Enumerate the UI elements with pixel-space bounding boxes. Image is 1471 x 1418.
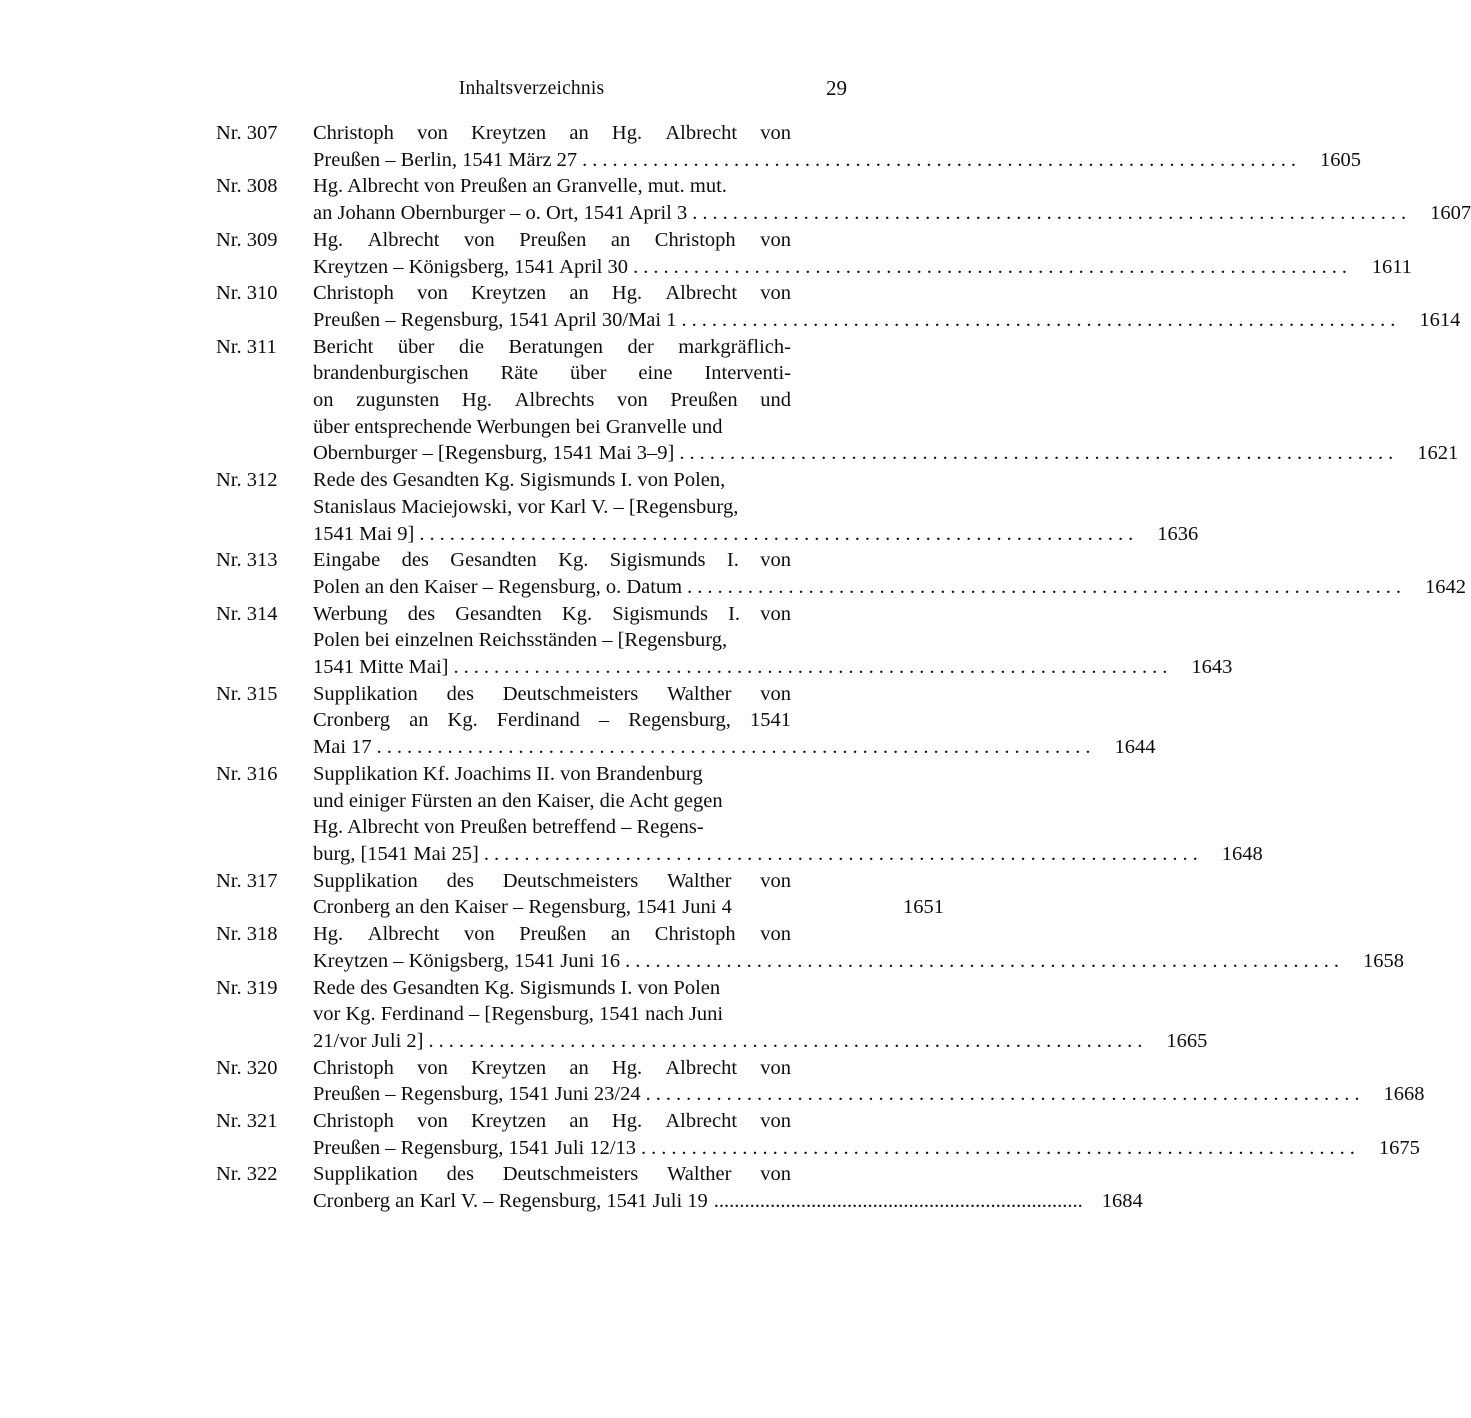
dot-leader [641,1135,1360,1162]
toc-entry-line: Hg. Albrecht von Preußen betreffend – Regens- [313,816,704,839]
toc-entry-final-line [313,948,1404,975]
toc-entry[interactable] [216,681,1156,761]
toc-entry-final-line [313,574,1466,601]
toc-entry-body [313,120,1362,173]
toc-entry-line: Christoph von Kreytzen an Hg. Albrecht von [313,122,791,144]
toc-entry-final-line [313,894,944,921]
toc-entry[interactable] [216,1055,1425,1108]
toc-entry-line: Cronberg an Kg. Ferdinand – Regensburg, 1541 [313,709,791,732]
toc-entry-text: 1541 Mitte Mai] [313,656,449,679]
toc-entry-line: Hg. Albrecht von Preußen an Christoph von [313,923,791,946]
toc-entry-page-number: 1668 [1383,1083,1425,1106]
toc-entry-text: Mai 17 [313,736,372,759]
toc-entry-line: Supplikation des Deutschmeisters Walther von [313,682,791,705]
toc-entry-page-number: 1648 [1221,842,1263,865]
toc-entry-final-line [313,254,1412,281]
toc-entry-text: Cronberg an den Kaiser – Regensburg, 1541 Juni 4 [313,896,732,919]
toc-entry-body [313,761,1263,868]
toc-entry-body [313,173,1471,226]
toc-entry-number: Nr. 319 [216,976,278,999]
toc-entry-final-line [313,841,1263,868]
page-number: 29 [826,76,847,100]
running-header [216,78,847,104]
toc-entry-final-line [313,1135,1420,1162]
toc-entry-body [313,868,944,921]
toc-entry-text: Kreytzen – Königsberg, 1541 April 30 [313,255,629,278]
toc-entry-page-number: 1684 [1101,1190,1143,1213]
toc-entry-number: Nr. 316 [216,762,278,785]
dot-leader [679,440,1398,467]
toc-entry-text: Polen an den Kaiser – Regensburg, o. Datum [313,575,683,598]
toc-entry-body [313,227,1412,280]
toc-entry-page-number: 1642 [1425,575,1466,598]
toc-entry-line: Rede des Gesandten Kg. Sigismunds I. von Polen [313,976,721,999]
toc-entry-body [313,547,1466,600]
toc-entry-line: Supplikation des Deutschmeisters Walther von [313,869,791,892]
toc-entry-line: Stanislaus Maciejowski, vor Karl V. – [Regensburg, [313,495,739,518]
toc-entry-page-number: 1611 [1371,255,1412,278]
toc-entry-number: Nr. 317 [216,869,278,892]
toc-entry-number: Nr. 321 [216,1110,278,1133]
dot-leader [692,200,1411,227]
toc-entry-final-line [313,147,1362,174]
toc-entry-number: Nr. 315 [216,682,278,705]
toc-entry-line: Hg. Albrecht von Preußen an Granvelle, mut. mut. [313,175,727,198]
toc-entry-text: Preußen – Regensburg, 1541 April 30/Mai 1 [313,308,677,331]
toc-entry-final-line [313,1028,1208,1055]
dot-leader [419,521,1138,548]
toc-entry-body [313,1108,1420,1161]
toc-entry-text: 1541 Mai 9] [313,522,415,545]
toc-entry-body [313,467,1199,547]
toc-entry-final-line [313,440,1459,467]
toc-entry-final-line [313,521,1199,548]
dot-leader [454,654,1173,681]
toc-entry-text: Obernburger – [Regensburg, 1541 Mai 3–9] [313,442,675,465]
toc-entry-body [313,681,1156,761]
toc-entry-line: über entsprechende Werbungen bei Granvelle und [313,415,723,438]
toc-entry-line: Bericht über die Beratungen der markgräflich- [313,335,791,358]
toc-entry-page-number: 1675 [1378,1136,1420,1159]
dot-leader [582,147,1301,174]
toc-entry-page-number: 1614 [1419,308,1461,331]
toc-entry[interactable] [216,601,1233,681]
toc-entry-line: Eingabe des Gesandten Kg. Sigismunds I. von [313,549,791,572]
dot-leader [428,1028,1147,1055]
toc-entry[interactable] [216,334,1459,468]
toc-entry-line: Hg. Albrecht von Preußen an Christoph von [313,228,791,251]
toc-entry-text: Cronberg an Karl V. – Regensburg, 1541 Juli 19 [313,1190,708,1213]
toc-entry[interactable] [216,1161,1143,1214]
toc-entry-page-number: 1651 [903,896,944,919]
toc-entry-page-number: 1658 [1362,949,1404,972]
toc-entry-line: und einiger Fürsten an den Kaiser, die Acht gegen [313,789,723,812]
toc-entry-number: Nr. 309 [216,228,278,251]
toc-entry-number: Nr. 308 [216,175,278,198]
running-header-title: Inhaltsverzeichnis [458,78,605,99]
toc-entry[interactable] [216,173,1471,226]
dot-leader [646,1081,1365,1108]
toc-entry[interactable] [216,975,1208,1055]
toc-entry-page-number: 1605 [1320,148,1362,171]
toc-entry-line: on zugunsten Hg. Albrechts von Preußen und [313,389,791,412]
toc-entry-final-line [313,307,1461,334]
toc-entry-number: Nr. 314 [216,602,278,625]
dot-leader [625,948,1344,975]
toc-entry-final-line [313,654,1233,681]
toc-entry-line: vor Kg. Ferdinand – [Regensburg, 1541 nach Juni [313,1003,724,1026]
toc-entry[interactable] [216,1108,1420,1161]
toc-entry-page-number: 1636 [1157,522,1199,545]
toc-entry-line: Polen bei einzelnen Reichsständen – [Regensburg, [313,629,728,652]
toc-entry-text: Kreytzen – Königsberg, 1541 Juni 16 [313,949,621,972]
toc-entry[interactable] [216,120,1362,173]
toc-entry-text: Preußen – Berlin, 1541 März 27 [313,148,578,171]
toc-entry-line: Christoph von Kreytzen an Hg. Albrecht von [313,282,791,305]
toc-entry-number: Nr. 322 [216,1163,278,1186]
table-of-contents [216,120,1471,1215]
toc-entry-number: Nr. 320 [216,1056,278,1079]
toc-entry-page-number: 1621 [1417,442,1459,465]
toc-entry-number: Nr. 307 [216,122,278,144]
toc-entry-final-line [313,200,1471,227]
dot-leader [377,734,1096,761]
dot-leader [681,307,1400,334]
toc-entry-number: Nr. 313 [216,549,278,572]
toc-entry-body [313,334,1459,468]
dot-leader [687,574,1406,601]
toc-entry-page-number: 1665 [1166,1029,1208,1052]
toc-entry[interactable] [216,761,1263,868]
toc-entry-line: Supplikation des Deutschmeisters Walther von [313,1163,791,1186]
toc-entry-text: Preußen – Regensburg, 1541 Juni 23/24 [313,1083,641,1106]
toc-entry-final-line [313,1081,1425,1108]
toc-entry-line: Supplikation Kf. Joachims II. von Brandenburg [313,762,703,785]
toc-entry[interactable] [216,280,1461,333]
toc-entry[interactable] [216,467,1199,547]
dot-leader: . ..... [714,1188,1083,1215]
toc-entry-body [313,280,1461,333]
toc-entry-page-number: 1644 [1114,736,1156,759]
toc-entry-line: Christoph von Kreytzen an Hg. Albrecht von [313,1056,791,1079]
toc-entry-body [313,1055,1425,1108]
toc-entry[interactable] [216,921,1404,974]
toc-entry-body [313,601,1233,681]
toc-entry-final-line [313,734,1156,761]
toc-entry-page-number: 1607 [1430,202,1471,225]
toc-entry-body [313,1161,1143,1214]
toc-entry-line: Rede des Gesandten Kg. Sigismunds I. von Polen, [313,469,726,492]
toc-entry-text: an Johann Obernburger – o. Ort, 1541 April 3 [313,202,688,225]
toc-entry-body [313,921,1404,974]
toc-entry-text: Preußen – Regensburg, 1541 Juli 12/13 [313,1136,637,1159]
dot-leader [633,254,1352,281]
toc-entry-number: Nr. 318 [216,923,278,946]
toc-entry-body [313,975,1208,1055]
toc-entry-text: burg, [1541 Mai 25] [313,842,479,865]
toc-entry-line: Werbung des Gesandten Kg. Sigismunds I. von [313,602,791,625]
toc-entry[interactable] [216,227,1412,280]
toc-entry-number: Nr. 310 [216,282,278,305]
toc-entry[interactable] [216,868,944,921]
dot-leader [484,841,1203,868]
toc-entry-page-number: 1643 [1191,656,1233,679]
toc-entry-number: Nr. 312 [216,469,278,492]
toc-entry-number: Nr. 311 [216,335,277,358]
toc-entry-line: brandenburgischen Räte über eine Interventi- [313,362,791,385]
toc-entry[interactable] [216,547,1466,600]
toc-entry-final-line [313,1188,1143,1215]
toc-entry-text: 21/vor Juli 2] [313,1029,424,1052]
toc-entry-line: Christoph von Kreytzen an Hg. Albrecht von [313,1110,791,1133]
